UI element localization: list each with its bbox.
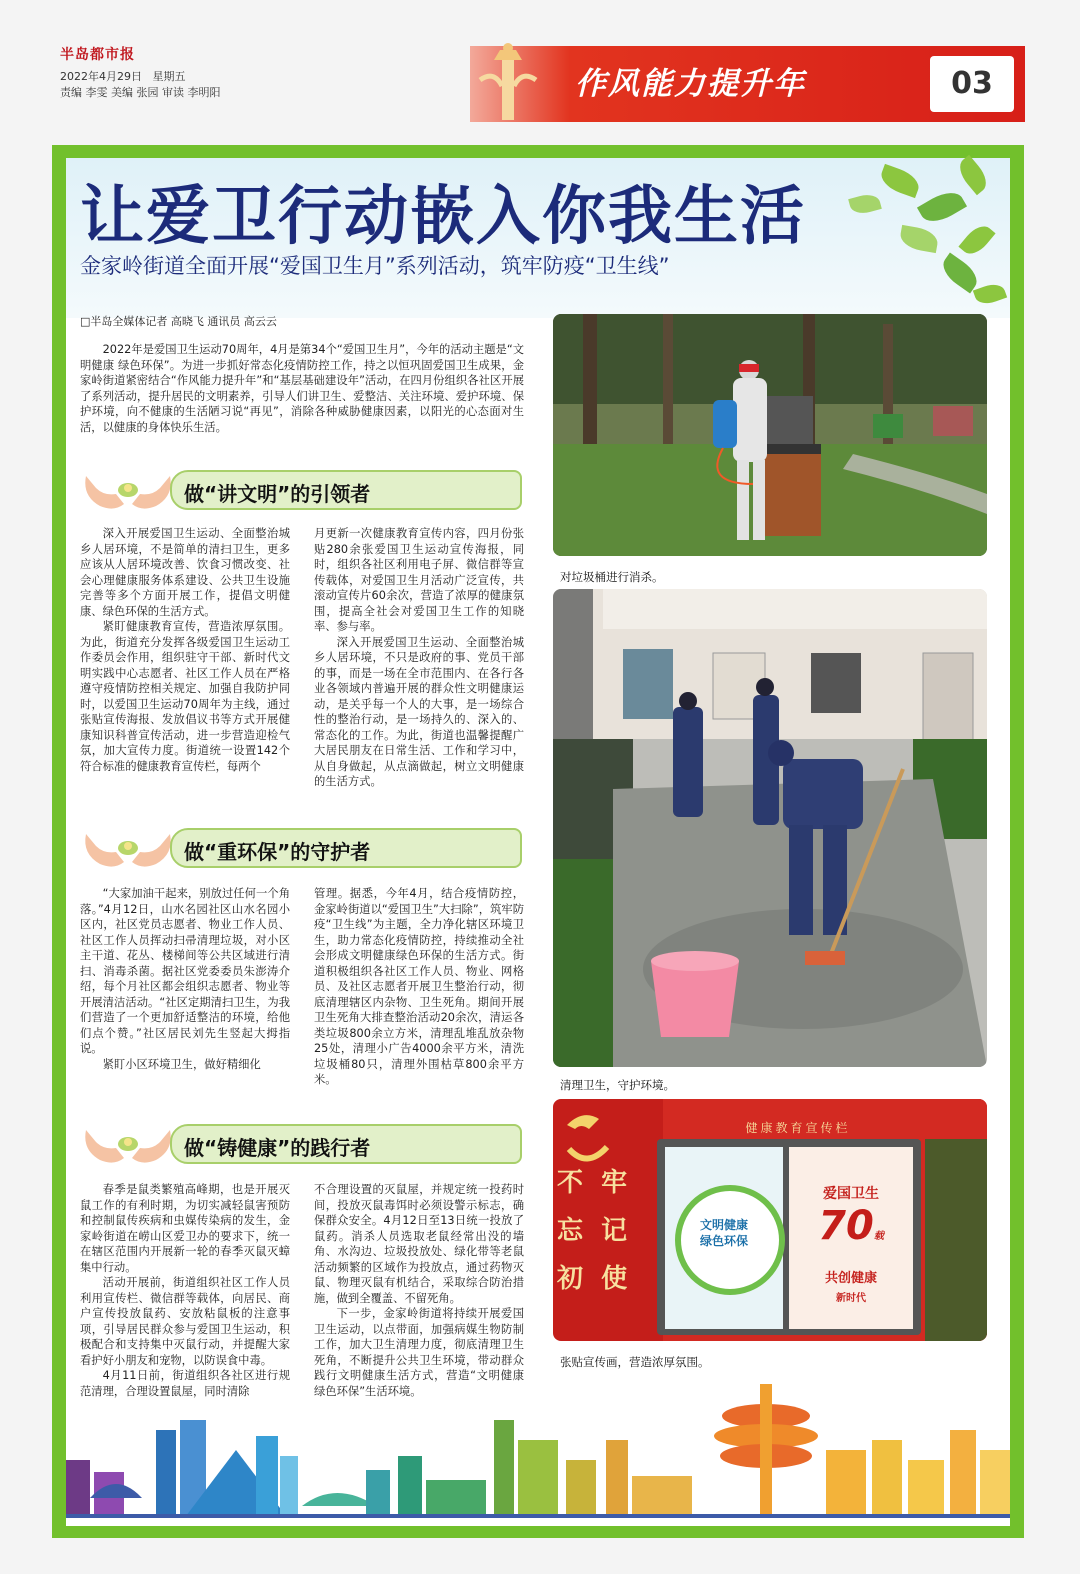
wall-char: 初 [557, 1264, 584, 1294]
paragraph: 活动开展前，街道组织社区工作人员利用宣传栏、微信群等载体，向居民、商户宣传投放鼠药、安放粘鼠板的注意事项，引导居民群众参与爱国卫生运动，积极配合和支持集中灭鼠行动，并提醒大家看护好小朋友和宠物，以防误食中毒。 [80, 1276, 290, 1367]
issue-weekday: 星期五 [152, 70, 186, 83]
poster2-slogan: 共创健康 [824, 1271, 877, 1286]
poster1-line1: 文明健康 [699, 1218, 748, 1232]
subheadline: 金家岭街道全面开展“爱国卫生月”系列活动，筑牢防疫“卫生线” [80, 254, 670, 278]
photo-cleaning [553, 589, 987, 1067]
hands-heart-icon [80, 1120, 176, 1168]
page-number: 03 [951, 66, 993, 101]
hands-heart-icon [80, 466, 176, 514]
hands-heart-icon [80, 824, 176, 872]
photo-caption-3: 张贴宣传画，营造浓厚氛围。 [560, 1355, 710, 1369]
paragraph: 深入开展爱国卫生运动、全面整治城乡人居环境，不是简单的清扫卫生，更多应该从人居环境改善、饮食习惯改变、社会心理健康服务体系建设、公共卫生设施完善等多个方面开展工作，提倡文明健康、绿色环保的生活方式。 [80, 527, 290, 618]
board-header: 健康教育宣传栏 [745, 1121, 851, 1135]
paragraph: 月更新一次健康教育宣传内容，四月份张贴280余张爱国卫生运动宣传海报，同时，组织各社区利用电子屏、微信群等宣传载体，对爱国卫生月活动广泛宣传，共滚动宣传片60余次，营造了浓厚的健康氛围，提高全社会对爱国卫生工作的知晓率、参与率。 [314, 527, 524, 633]
photo-caption-2: 清理卫生，守护环境。 [560, 1078, 675, 1092]
paragraph: 紧盯小区环境卫生，做好精细化 [102, 1057, 261, 1071]
editors-line: 责编 李雯 美编 张园 审读 李明阳 [60, 86, 221, 99]
wall-char: 使 [601, 1264, 628, 1294]
photo-disinfection-image [553, 314, 987, 556]
section1-column1 [80, 526, 290, 774]
section2-column2 [314, 886, 524, 1088]
wall-char: 不 [557, 1168, 584, 1198]
poster2-title: 爱国卫生 [823, 1186, 879, 1202]
masthead: 半岛都市报 [60, 47, 135, 63]
paragraph: 紧盯健康教育宣传，营造浓厚氛围。为此，街道充分发挥各级爱国卫生运动工作委员会作用，组织驻守干部、新时代文明实践中心志愿者、社区工作人员在严格遵守疫情防控相关规定、加强自我防护同时，以爱国卫生运动70周年为主线，通过张贴宣传海报、发放倡议书等方式开展健康知识科普宣传活动，进一步营造迎检气氛，加大宣传力度。街道统一设置142个符合标准的健康教育宣传栏，每两个 [80, 620, 290, 773]
poster2-unit: 载 [873, 1231, 884, 1242]
paragraph: 4月11日前，街道组织各社区进行规范清理，合理设置鼠屋，同时清除 [80, 1369, 290, 1398]
poster2-number [807, 1203, 895, 1249]
city-skyline-decoration [66, 1380, 1010, 1526]
paragraph: 春季是鼠类繁殖高峰期，也是开展灭鼠工作的有利时期，为切实减轻鼠害预防和控制鼠传疾病和虫媒传染病的发生，金家岭街道在崂山区爱卫办的要求下，统一在辖区范围内开展新一轮的春季灭鼠灭蟑集中行动。 [80, 1183, 290, 1274]
poster-civilized-health [665, 1147, 783, 1329]
photo-cleaning-image [553, 589, 987, 1067]
poster2-num: 70 [818, 1203, 874, 1249]
photo-caption-1: 对垃圾桶进行消杀。 [560, 570, 664, 584]
wall-slogan [557, 1159, 657, 1303]
paragraph: “大家加油干起来，别放过任何一个角落。”4月12日，山水名园社区山水名园小区内，社区党员志愿者、物业工作人员、社区工作人员挥动扫帚清理垃圾，对小区主干道、花丛、楼梯间等公共区域进行清扫、消毒杀菌。据社区党委委员朱澎涛介绍，每个月社区都会组织志愿者、物业等开展清洁活动。“社区定期清扫卫生，为我们营造了一个更加舒适整洁的环境，给他们点个赞。”社区居民刘先生竖起大拇指说。 [80, 887, 290, 1055]
poster2-sub: 新时代 [836, 1293, 866, 1304]
section-heading-3 [80, 1120, 524, 1168]
section1-column2 [314, 526, 524, 790]
section-title-3: 做“铸健康”的践行者 [184, 1136, 371, 1160]
headline: 让爱卫行动嵌入你我生活 [80, 180, 806, 254]
paragraph: 下一步，金家岭街道将持续开展爱国卫生运动，以点带面，加强病媒生物防制工作，加大卫生清理力度，彻底清理卫生死角，不断提升公共卫生环境，带动群众践行文明健康生活方式，营造“文明健康 绿色环保”生活环境。 [314, 1307, 524, 1398]
section-title-2: 做“重环保”的守护者 [184, 840, 371, 864]
issue-date: 2022年4月29日 [60, 70, 142, 83]
section2-column1 [80, 886, 290, 1072]
wall-char: 忘 [557, 1216, 584, 1246]
poster1-line2: 绿色环保 [699, 1234, 748, 1248]
wall-char: 记 [601, 1216, 628, 1246]
poster-patriotic-health-70 [789, 1147, 913, 1329]
section-heading-1 [80, 466, 524, 514]
tower-emblem-icon [466, 40, 556, 128]
photo-bulletin-board [553, 1099, 987, 1341]
section3-column2 [314, 1182, 524, 1399]
byline: □半岛全媒体记者 高晓飞 通讯员 高云云 [80, 315, 277, 328]
photo-disinfection [553, 314, 987, 556]
section-heading-2 [80, 824, 524, 872]
wall-char: 牢 [601, 1168, 628, 1198]
section-title: 作风能力提升年 [575, 66, 806, 102]
lead-paragraph-block [80, 342, 524, 435]
section3-column1 [80, 1182, 290, 1399]
issue-date-line [60, 68, 186, 84]
paragraph: 不合理设置的灭鼠屋，并规定统一投药时间，投放灭鼠毒饵时必须设警示标志，确保群众安全。4月12日至13日统一投放了鼠药。消杀人员选取老鼠经常出没的墙角、水沟边、垃圾投放处、绿化带等老鼠活动频繁的区域作为投放点，通过药物灭鼠、物理灭鼠有机结合，采取综合防治措施，做到全覆盖、不留死角。 [314, 1183, 524, 1305]
lead-paragraph: 2022年是爱国卫生运动70周年，4月是第34个“爱国卫生月”，今年的活动主题是“文明健康 绿色环保”。为进一步抓好常态化疫情防控工作，持之以恒巩固爱国卫生成果，金家岭街道紧密结合“作风能力提升年”和“基层基础建设年”活动，在四月份组织各社区开展了系列活动，提升居民的文明素养，引导人们讲卫生、爱整洁、关注环境、爱护环境、保护环境，向不健康的生活陋习说“再见”，消除各种威胁健康因素，以阳光的心态面对生活，以健康的身体快乐生活。 [80, 343, 524, 434]
paragraph: 管理。据悉，今年4月，结合疫情防控，金家岭街道以“爱国卫生”大扫除”，筑牢防疫“卫生线”为主题，全力净化辖区环境卫生，助力常态化疫情防控，持续推动全社会形成文明健康绿色环保的生活方式。街道积极组织各社区工作人员、物业、网格员、及社区志愿者开展卫生整治行动，彻底清理辖区内杂物、卫生死角。期间开展卫生死角大排查整治活动20余次，清运各类垃圾800余立方米，清理乱堆乱放杂物25处，清理小广告4000余平方米，清洗垃圾桶80只，清理外围枯草800余平方米。 [314, 887, 524, 1086]
paragraph: 深入开展爱国卫生运动、全面整治城乡人居环境，不只是政府的事、党员干部的事，而是一场在全市范围内、在各行各业各领域内普遍开展的群众性文明健康运动，是关乎每一个人的大事，是一场综合性的整治行动，是一场持久的、深入的、常态化的工作。为此，街道也温馨提醒广大居民朋友在日常生活、工作和学习中，从自身做起，从点滴做起，树立文明健康的生活方式。 [314, 635, 524, 788]
section-title-1: 做“讲文明”的引领者 [184, 482, 371, 506]
